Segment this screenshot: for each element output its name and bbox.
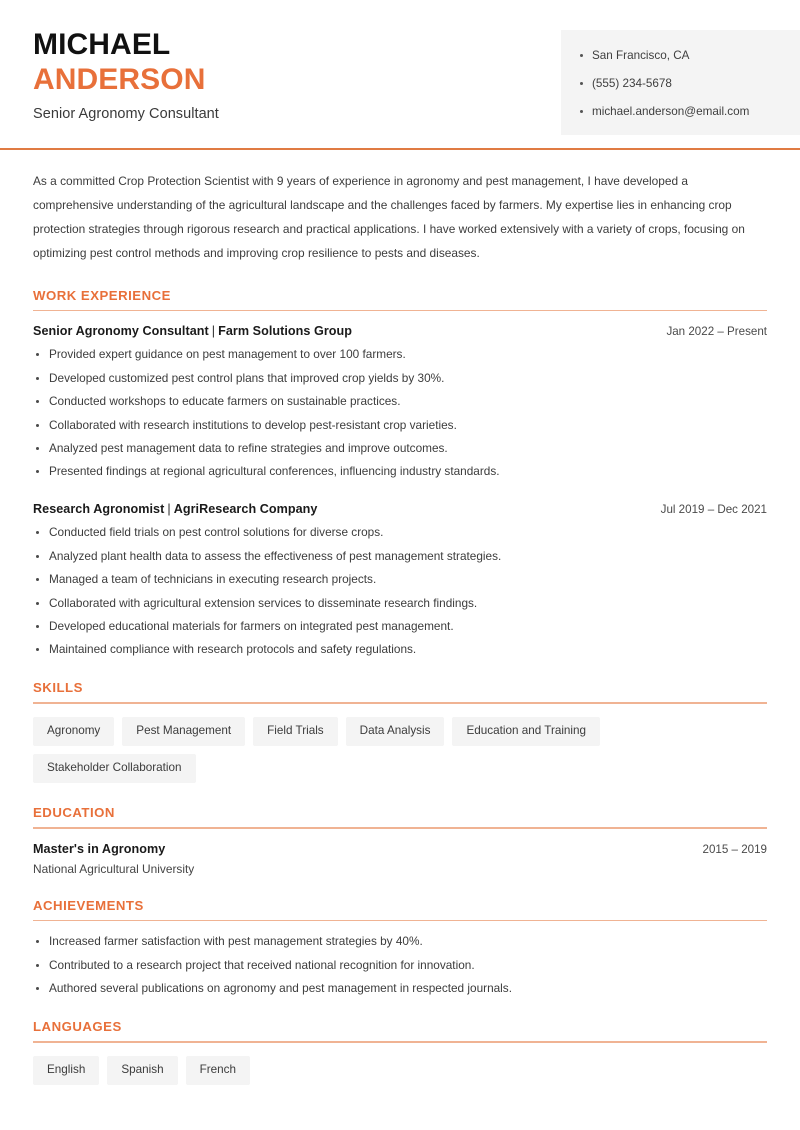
section-divider xyxy=(33,310,767,312)
work-role: Senior Agronomy Consultant xyxy=(33,324,209,339)
section-divider xyxy=(33,827,767,829)
education-school: National Agricultural University xyxy=(33,861,195,876)
header-identity xyxy=(0,22,219,122)
section-divider xyxy=(33,920,767,922)
languages-tag-list xyxy=(33,1056,767,1085)
section-skills xyxy=(33,680,767,783)
section-divider xyxy=(33,702,767,704)
section-work-experience xyxy=(33,288,767,659)
education-degree: Master's in Agronomy xyxy=(33,841,166,856)
work-company: Farm Solutions Group xyxy=(218,324,353,339)
resume-header xyxy=(0,0,800,135)
section-title-work-experience: WORK EXPERIENCE xyxy=(33,287,171,303)
work-entry-bullets xyxy=(33,347,767,480)
list-item: Increased farmer satisfaction with pest management strategies by 40%. xyxy=(33,934,767,950)
contact-location: San Francisco, CA xyxy=(579,48,784,64)
work-entry-date: Jan 2022 – Present xyxy=(666,325,767,339)
list-item: Analyzed pest management data to refine strategies and improve outcomes. xyxy=(33,441,767,457)
list-item: Analyzed plant health data to assess the effectiveness of pest management strategies. xyxy=(33,549,767,565)
section-title-achievements: ACHIEVEMENTS xyxy=(33,897,144,913)
education-entry-header xyxy=(33,842,767,856)
work-role: Research Agronomist xyxy=(33,502,165,517)
skill-tag: Field Trials xyxy=(253,717,338,746)
resume-body xyxy=(0,170,800,1084)
professional-title: Senior Agronomy Consultant xyxy=(33,106,219,123)
skill-tag: Stakeholder Collaboration xyxy=(33,754,196,783)
list-item: Developed customized pest control plans that improved crop yields by 30%. xyxy=(33,371,767,387)
work-entry-title xyxy=(33,324,352,338)
list-item: Maintained compliance with research protocols and safety regulations. xyxy=(33,642,767,658)
contact-phone[interactable]: (555) 234-5678 xyxy=(579,76,784,92)
work-entry-date: Jul 2019 – Dec 2021 xyxy=(660,503,767,517)
work-entry-header xyxy=(33,324,767,338)
work-entry-title xyxy=(33,502,317,516)
language-tag: French xyxy=(186,1056,250,1085)
section-title-skills: SKILLS xyxy=(33,680,83,696)
title-separator: | xyxy=(211,324,216,339)
list-item: Conducted workshops to educate farmers on sustainable practices. xyxy=(33,394,767,410)
education-date: 2015 – 2019 xyxy=(702,842,767,856)
contact-info-box xyxy=(561,30,800,135)
first-name: MICHAEL xyxy=(33,28,171,61)
skill-tag: Data Analysis xyxy=(346,717,445,746)
skill-tag: Pest Management xyxy=(122,717,245,746)
skill-tag: Education and Training xyxy=(452,717,600,746)
work-entry-header xyxy=(33,502,767,516)
section-achievements xyxy=(33,898,767,997)
last-name: ANDERSON xyxy=(33,63,206,97)
section-title-languages: LANGUAGES xyxy=(33,1018,122,1034)
list-item: Provided expert guidance on pest management to over 100 farmers. xyxy=(33,347,767,363)
section-title-education: EDUCATION xyxy=(33,804,115,820)
contact-list xyxy=(579,48,784,119)
list-item: Authored several publications on agronomy and pest management in respected journals. xyxy=(33,981,767,997)
language-tag: Spanish xyxy=(107,1056,177,1085)
list-item: Collaborated with research institutions to develop pest-resistant crop varieties. xyxy=(33,418,767,434)
list-item: Presented findings at regional agricultural conferences, influencing industry standards. xyxy=(33,464,767,480)
section-education xyxy=(33,805,767,876)
skill-tag: Agronomy xyxy=(33,717,114,746)
list-item: Collaborated with agricultural extension services to disseminate research findings. xyxy=(33,596,767,612)
work-entry xyxy=(33,502,767,658)
list-item: Conducted field trials on pest control solutions for diverse crops. xyxy=(33,525,767,541)
contact-email[interactable]: michael.anderson@email.com xyxy=(579,104,784,120)
language-tag: English xyxy=(33,1056,99,1085)
work-company: AgriResearch Company xyxy=(173,502,318,517)
education-entry xyxy=(33,842,767,876)
list-item: Contributed to a research project that received national recognition for innovation. xyxy=(33,958,767,974)
achievements-bullets xyxy=(33,934,767,997)
title-separator: | xyxy=(167,502,171,517)
header-divider xyxy=(0,148,800,150)
list-item: Managed a team of technicians in executing research projects. xyxy=(33,572,767,588)
work-entry xyxy=(33,324,767,480)
section-languages xyxy=(33,1019,767,1085)
list-item: Developed educational materials for farmers on integrated pest management. xyxy=(33,619,767,635)
work-entry-bullets xyxy=(33,525,767,658)
section-divider xyxy=(33,1041,767,1043)
professional-summary: As a committed Crop Protection Scientist with 9 years of experience in agronomy and pest management, I have developed a comprehensive understanding of the agricultural landscape and the challenges faced by farmers. My expertise lies in enhancing crop protection strategies through rigorous research and practical applications. I have worked extensively with a variety of crops, focusing on optimizing pest control methods and improving crop resilience to pests and diseases. xyxy=(33,174,745,260)
skills-tag-list xyxy=(33,717,767,783)
